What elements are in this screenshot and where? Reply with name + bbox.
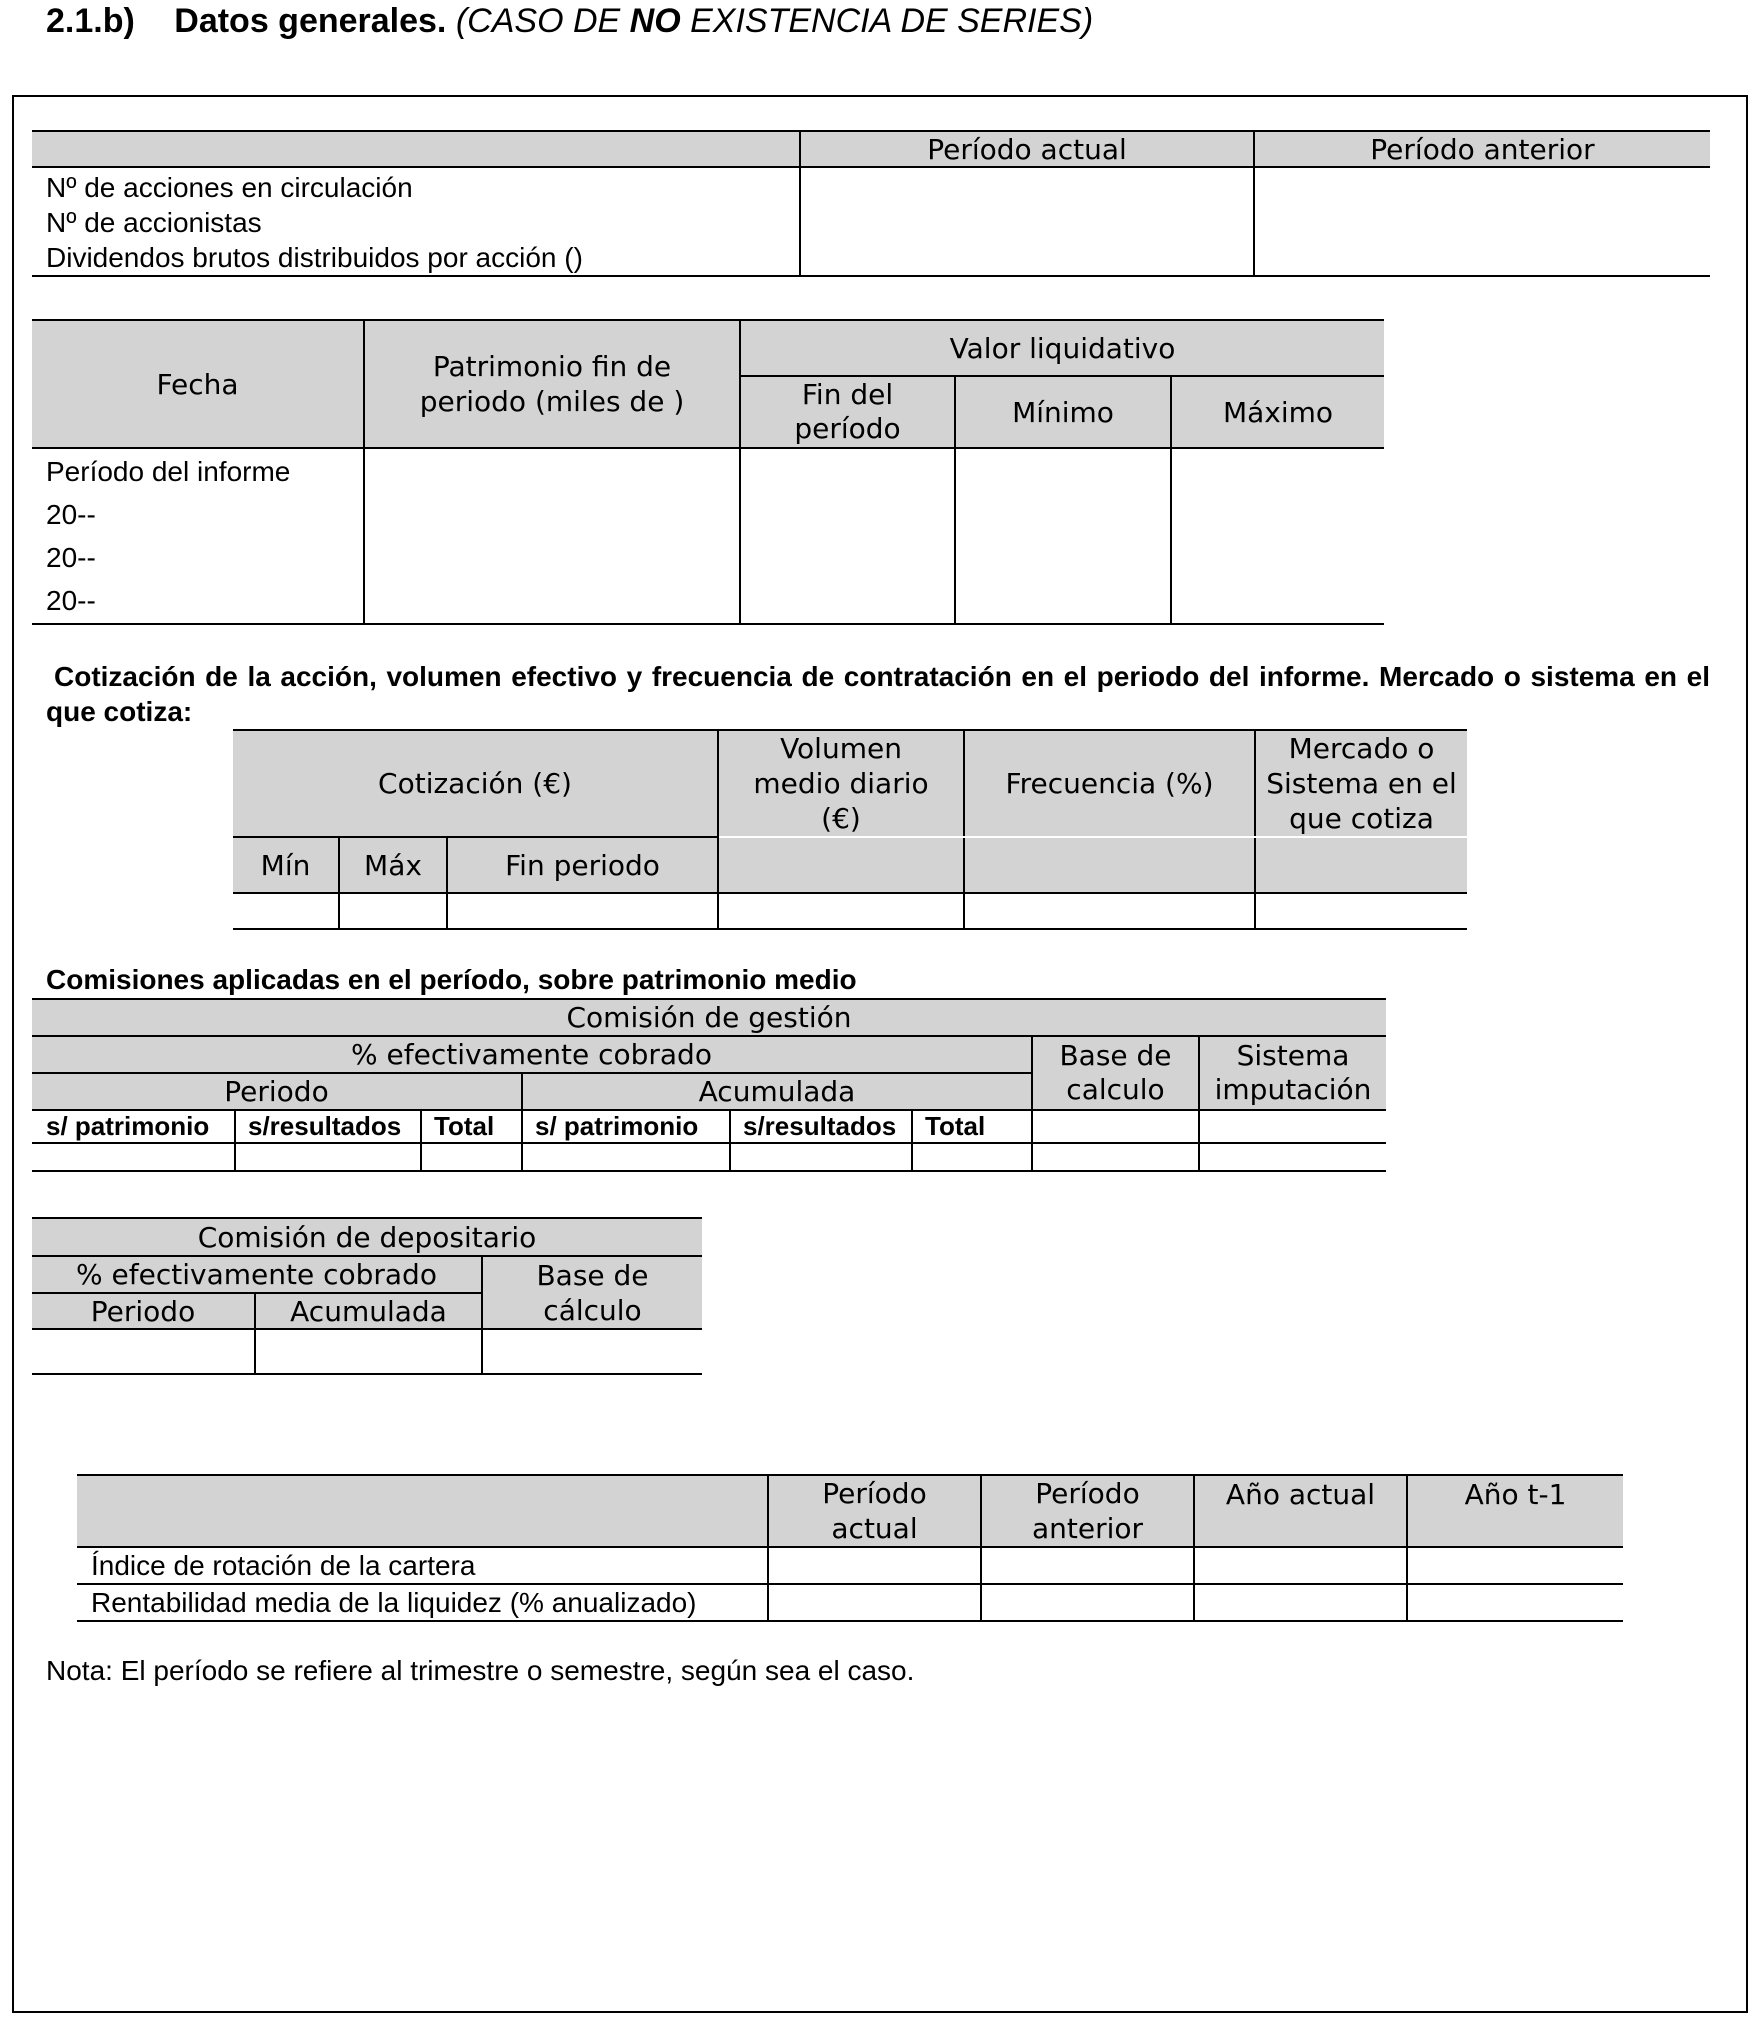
row-year-2: 20-- xyxy=(46,542,96,573)
cell-maximo xyxy=(1171,448,1384,624)
col-s-patrimonio-2: s/ patrimonio xyxy=(522,1110,730,1143)
row-periodo-informe: Período del informe xyxy=(46,456,291,487)
cell-base-calculo-top xyxy=(1032,1110,1199,1143)
col-periodo-anterior: Período anterior xyxy=(1254,131,1710,167)
col-sistema-imputacion: Sistema imputación xyxy=(1199,1036,1386,1110)
label-dividendos: Dividendos brutos distribuidos por acción () xyxy=(46,242,583,273)
cell-r1-c3 xyxy=(1194,1547,1407,1584)
cell-fin-periodo xyxy=(740,448,955,624)
cell-base-calculo xyxy=(1032,1143,1199,1171)
col-min: Mín xyxy=(233,837,339,893)
cell-min xyxy=(233,893,339,929)
row-rentabilidad-liquidez: Rentabilidad media de la liquidez (% anualizado) xyxy=(77,1584,768,1621)
col-s-resultados-1: s/resultados xyxy=(235,1110,421,1143)
cell-r2-c2 xyxy=(981,1584,1194,1621)
table-rotacion-rentabilidad xyxy=(77,1474,1623,1622)
col-efectivamente-cobrado: % efectivamente cobrado xyxy=(32,1256,482,1293)
col-base-calculo: Base de cálculo xyxy=(482,1256,702,1329)
col-fin-periodo: Fin periodo xyxy=(447,837,718,893)
col-frecuencia: Frecuencia (%) xyxy=(964,730,1255,837)
col-total-2: Total xyxy=(912,1110,1032,1143)
row-year-1: 20-- xyxy=(46,499,96,530)
col-cotizacion: Cotización (€) xyxy=(233,730,718,837)
cell-fin-periodo xyxy=(447,893,718,929)
col-acumulada: Acumulada xyxy=(522,1073,1032,1110)
table-cotizacion xyxy=(233,729,1467,930)
cell-sistema-top xyxy=(1199,1110,1386,1143)
section-title: Datos generales. xyxy=(174,2,447,40)
table-valor-liquidativo xyxy=(32,319,1384,625)
cell-acumulada xyxy=(255,1329,482,1374)
comisiones-heading: Comisiones aplicadas en el período, sobre patrimonio medio xyxy=(46,964,857,995)
cell-s-patrimonio-2 xyxy=(522,1143,730,1171)
col-periodo-anterior: Período anterior xyxy=(981,1475,1194,1547)
row-indice-rotacion: Índice de rotación de la cartera xyxy=(77,1547,768,1584)
cotizacion-heading: Cotización de la acción, volumen efectivo y frecuencia de contratación en el periodo del informe. Mercado o sistema en el que cotiza: xyxy=(46,661,1710,727)
table2-row-labels xyxy=(32,448,364,624)
cell-s-patrimonio-1 xyxy=(32,1143,235,1171)
cell-r2-c1 xyxy=(768,1584,981,1621)
cell-volumen xyxy=(718,893,964,929)
table-comision-depositario xyxy=(32,1217,702,1375)
nota: Nota: El período se refiere al trimestre o semestre, según sea el caso. xyxy=(46,1655,915,1686)
col-comision-gestion: Comisión de gestión xyxy=(32,999,1386,1036)
cell-anterior xyxy=(1254,167,1710,276)
page-heading xyxy=(46,2,1093,41)
cell-s-resultados-1 xyxy=(235,1143,421,1171)
col-mercado-cont xyxy=(1255,837,1467,893)
col-base-calculo: Base de calculo xyxy=(1032,1036,1199,1110)
col-periodo-actual: Período actual xyxy=(800,131,1254,167)
cell-r1-c1 xyxy=(768,1547,981,1584)
cell-total-1 xyxy=(421,1143,522,1171)
cell-minimo xyxy=(955,448,1171,624)
col-volumen: Volumen medio diario (€) xyxy=(718,730,964,837)
col-anio-t1: Año t-1 xyxy=(1407,1475,1623,1547)
table1-header-blank xyxy=(32,131,800,167)
col-frecuencia-cont xyxy=(964,837,1255,893)
cell-mercado xyxy=(1255,893,1467,929)
cell-periodo xyxy=(32,1329,255,1374)
section-number: 2.1.b) xyxy=(46,2,135,40)
cell-r1-c4 xyxy=(1407,1547,1623,1584)
cell-frecuencia xyxy=(964,893,1255,929)
table6-header-blank xyxy=(77,1475,768,1547)
col-periodo: Periodo xyxy=(32,1073,522,1110)
col-volumen-cont xyxy=(718,837,964,893)
col-s-resultados-2: s/resultados xyxy=(730,1110,912,1143)
row-year-3: 20-- xyxy=(46,585,96,616)
col-fecha: Fecha xyxy=(32,320,364,448)
cell-sistema xyxy=(1199,1143,1386,1171)
col-max: Máx xyxy=(339,837,447,893)
cell-r1-c2 xyxy=(981,1547,1194,1584)
col-anio-actual: Año actual xyxy=(1194,1475,1407,1547)
col-efectivamente-cobrado: % efectivamente cobrado xyxy=(32,1036,1032,1073)
col-patrimonio: Patrimonio fin de periodo (miles de ) xyxy=(364,320,740,448)
table-general-data xyxy=(32,130,1710,277)
section-subtitle: (CASO DE NO EXISTENCIA DE SERIES) xyxy=(455,2,1094,40)
cell-r2-c4 xyxy=(1407,1584,1623,1621)
cell-r2-c3 xyxy=(1194,1584,1407,1621)
cell-actual xyxy=(800,167,1254,276)
col-periodo-actual: Período actual xyxy=(768,1475,981,1547)
col-acumulada: Acumulada xyxy=(255,1293,482,1329)
col-s-patrimonio-1: s/ patrimonio xyxy=(32,1110,235,1143)
cell-base-calculo xyxy=(482,1329,702,1374)
col-comision-depositario: Comisión de depositario xyxy=(32,1218,702,1256)
table1-row-labels xyxy=(32,167,800,276)
table-comision-gestion xyxy=(32,998,1386,1172)
col-valor-liquidativo: Valor liquidativo xyxy=(740,320,1384,376)
col-maximo: Máximo xyxy=(1171,376,1384,448)
cell-max xyxy=(339,893,447,929)
col-total-1: Total xyxy=(421,1110,522,1143)
col-minimo: Mínimo xyxy=(955,376,1171,448)
label-acciones: Nº de acciones en circulación xyxy=(46,172,413,203)
col-periodo: Periodo xyxy=(32,1293,255,1329)
cell-patrimonio xyxy=(364,448,740,624)
cell-total-2 xyxy=(912,1143,1032,1171)
cell-s-resultados-2 xyxy=(730,1143,912,1171)
label-accionistas: Nº de accionistas xyxy=(46,207,262,238)
col-mercado: Mercado o Sistema en el que cotiza xyxy=(1255,730,1467,837)
col-fin-periodo: Fin del período xyxy=(740,376,955,448)
